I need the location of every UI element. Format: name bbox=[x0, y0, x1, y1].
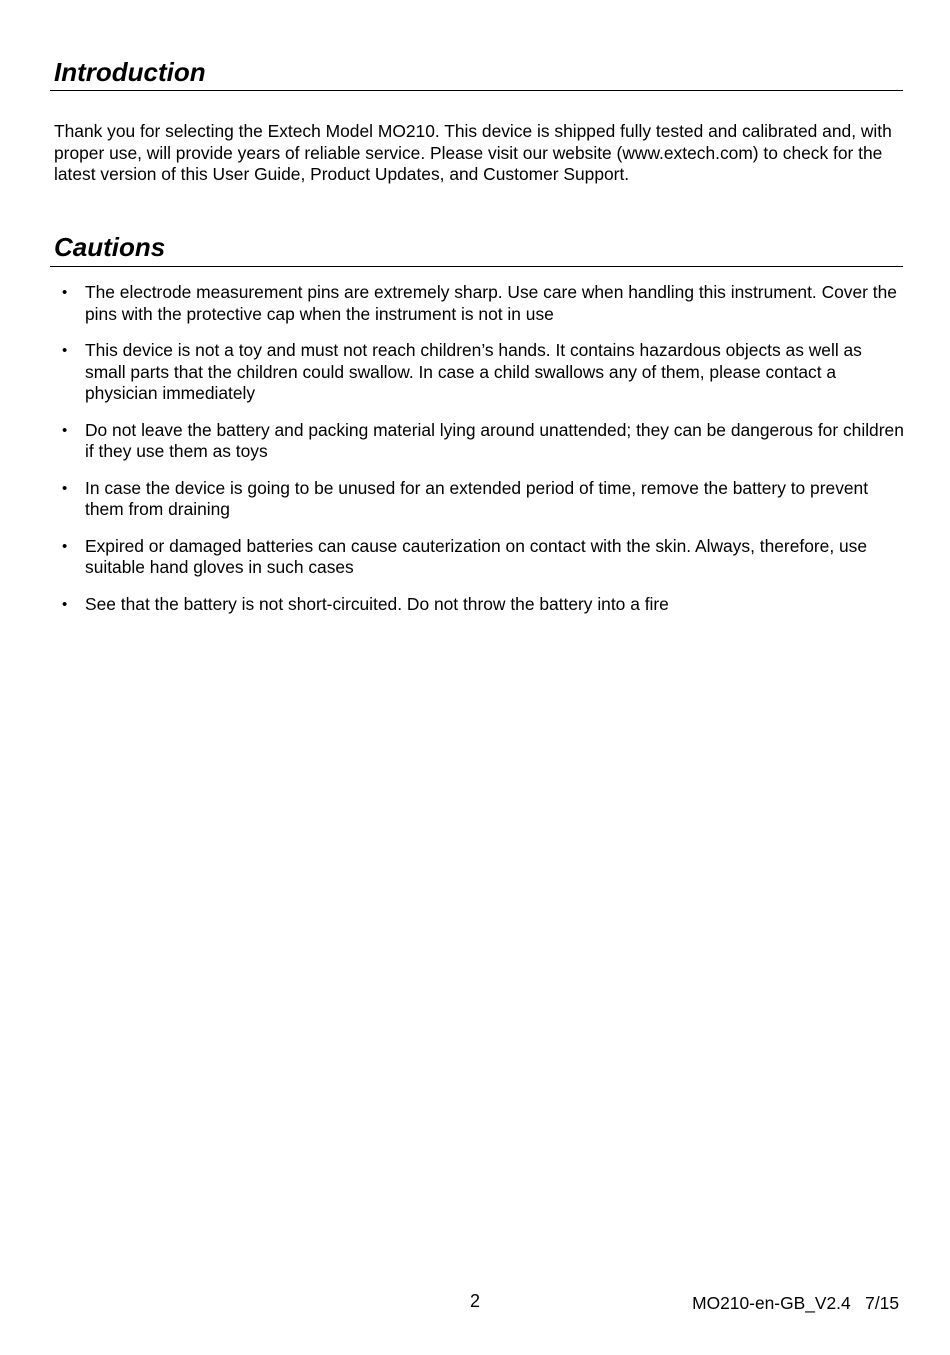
introduction-title: Introduction bbox=[54, 57, 206, 87]
caution-text: In case the device is going to be unused for an extended period of time, remove the battery to prevent them from draining bbox=[85, 477, 869, 519]
document-id: MO210-en-GB_V2.4 7/15 bbox=[692, 1293, 899, 1313]
caution-item bbox=[54, 536, 904, 579]
bullet-icon: • bbox=[62, 284, 68, 301]
caution-text: The electrode measurement pins are extremely sharp. Use care when handling this instrument. Cover the pins with the protective cap when the instrument is not in use bbox=[85, 282, 897, 324]
caution-text: See that the battery is not short-circuited. Do not throw the battery into a fire bbox=[85, 593, 669, 614]
bullet-icon: • bbox=[62, 479, 68, 497]
bullet-icon: • bbox=[62, 421, 68, 439]
caution-item bbox=[54, 282, 904, 325]
caution-text: Expired or damaged batteries can cause cauterization on contact with the skin. Always, therefore, use suitable hand gloves in such cases bbox=[85, 535, 868, 577]
caution-text: This device is not a toy and must not reach children’s hands. It contains hazardous objects as well as small parts that the children could swallow. In case a child swallows any of them, please contact a physician immediately bbox=[85, 340, 862, 403]
bullet-icon: • bbox=[62, 537, 68, 555]
bullet-icon: • bbox=[62, 342, 68, 359]
cautions-list bbox=[54, 282, 904, 630]
cautions-title: Cautions bbox=[54, 232, 166, 262]
caution-item bbox=[54, 420, 904, 463]
caution-item bbox=[54, 340, 904, 405]
cautions-heading bbox=[50, 231, 903, 267]
introduction-heading bbox=[50, 56, 903, 91]
caution-item bbox=[54, 594, 904, 616]
bullet-icon: • bbox=[62, 595, 68, 613]
introduction-paragraph: Thank you for selecting the Extech Model MO210. This device is shipped fully tested and calibrated and, with proper use, will provide years of reliable service. Please visit our website (www.extech.com) to check for the latest version of this User Guide, Product Updates, and Customer Support. bbox=[54, 121, 892, 184]
page-number: 2 bbox=[469, 1291, 480, 1311]
caution-text: Do not leave the battery and packing material lying around unattended; they can be dangerous for children if they use them as toys bbox=[85, 419, 904, 461]
caution-item bbox=[54, 478, 904, 521]
